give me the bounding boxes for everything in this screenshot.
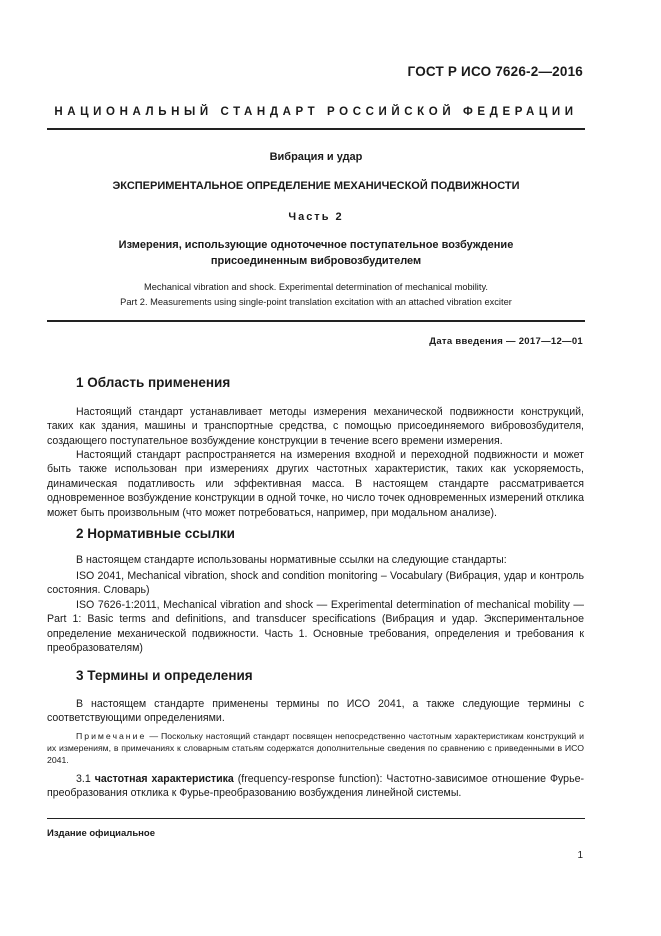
section-1-heading: 1 Область применения [76, 375, 231, 390]
title-english-line-2: Part 2. Measurements using single-point translation excitation with an attached vibration exciter [120, 297, 512, 307]
definition-3-1 [47, 772, 584, 801]
section-2-reference-iso-7626-1: ISO 7626-1:2011, Mechanical vibration and shock — Experimental determination of mechanical mobility — Part 1: Basic terms and definitions, and transducer specifications (Вибрация и удар. Экспериментальное определение механической подвижности. Часть 1. Основные требования, определения и требования к преобразователям) [47, 599, 584, 655]
section-2-heading: 2 Нормативные ссылки [76, 526, 235, 541]
section-3-note [47, 730, 584, 767]
definition-text: (frequency-response function): Частотно-зависимое отношение Фурье-преобразования отклика к Фурье-преобразованию возбуждения линейной системы. [47, 773, 585, 800]
title-rule [47, 320, 585, 322]
title-main: ЭКСПЕРИМЕНТАЛЬНОЕ ОПРЕДЕЛЕНИЕ МЕХАНИЧЕСКОЙ ПОДВИЖНОСТИ [112, 180, 520, 192]
document-code: ГОСТ Р ИСО 7626-2—2016 [407, 64, 583, 79]
section-1-paragraph-2: Настоящий стандарт распространяется на измерения входной и переходной подвижности и может быть также использован при измерениях других частотных характеристик, таких как ускоряемость, динамическая податливость или эффективная масса. В настоящем стандарте рассматривается одновременное возбуждение конструкции в одной точке, но число точек одновременных измерений отклика может быть произвольным (что может потребоваться, например, при модальном анализе). [47, 449, 584, 519]
title-english [47, 280, 585, 310]
definition-term: частотная характеристика [94, 773, 234, 785]
page-number: 1 [577, 850, 583, 861]
section-3-heading: 3 Термины и определения [76, 668, 253, 683]
section-3-paragraph-1: В настоящем стандарте применены термины по ИСО 2041, а также следующие термины с соответствующими определениями. [47, 698, 584, 725]
footer-rule [47, 818, 585, 819]
title-subtitle: Вибрация и удар [269, 151, 363, 163]
title-description-line-2: присоединенным вибровозбудителем [210, 255, 422, 267]
header-rule [47, 128, 585, 130]
introduction-date: Дата введения — 2017—12—01 [429, 336, 583, 347]
note-text: — Поскольку настоящий стандарт посвящен непосредственно частотным характеристикам конструкций и их измерениям, в примечаниях к словарным статьям содержатся дополнительные сведения по сравнению с приведенными в ИСО 2041. [47, 731, 584, 766]
title-description-line-1: Измерения, использующие одноточечное поступательное возбуждение [118, 239, 514, 251]
title-english-line-1: Mechanical vibration and shock. Experimental determination of mechanical mobility. [144, 282, 488, 292]
official-edition-label: Издание официальное [47, 828, 155, 839]
section-2-reference-iso-2041: ISO 2041, Mechanical vibration, shock and condition monitoring – Vocabulary (Вибрация, удар и контроль состояния. Словарь) [47, 570, 584, 597]
section-2-paragraph-1: В настоящем стандарте использованы нормативные ссылки на следующие стандарты: [76, 554, 507, 566]
title-part: Часть 2 [288, 211, 344, 223]
note-label: Примечание [76, 731, 147, 741]
section-1-paragraph-1: Настоящий стандарт устанавливает методы измерения механической подвижности конструкций, таких как здания, машины и транспортные средства, с помощью присоединяемого вибровозбудителя, создающего поступательное возбуждение конструкции в течение всего времени измерения. [47, 406, 584, 447]
national-standard-banner: НАЦИОНАЛЬНЫЙ СТАНДАРТ РОССИЙСКОЙ ФЕДЕРАЦИИ [54, 106, 578, 118]
definition-number: 3.1 [76, 773, 95, 785]
title-description [47, 237, 585, 269]
